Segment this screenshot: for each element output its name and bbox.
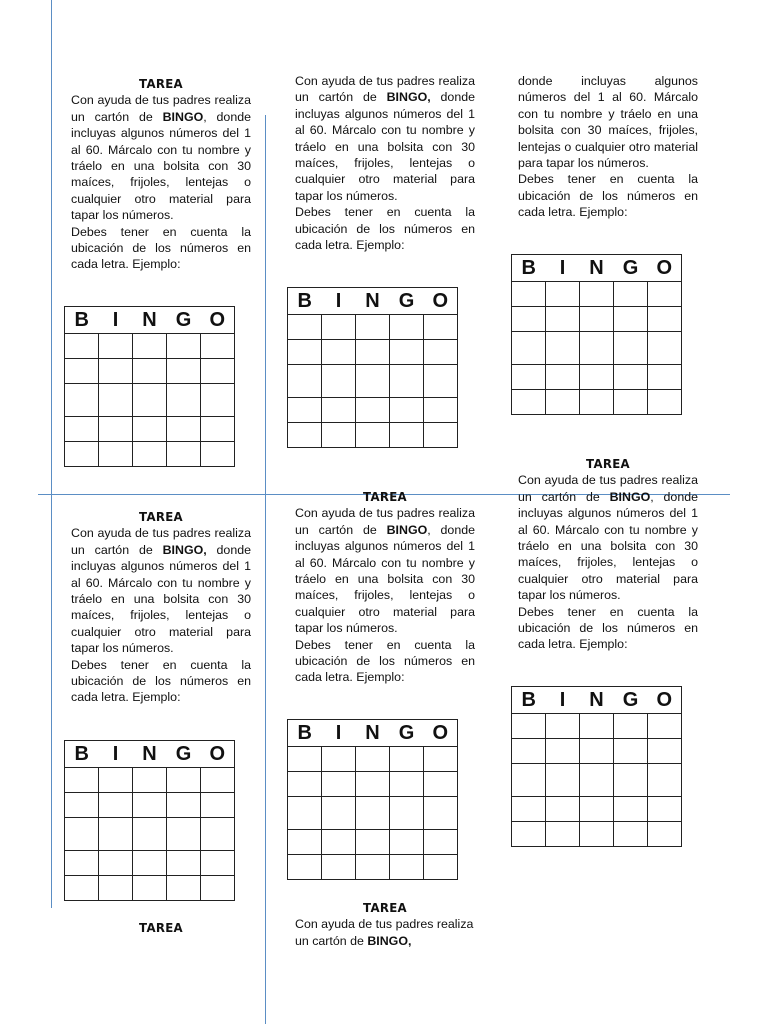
task-block-1 [71,76,251,273]
task-title: TAREA [363,900,407,915]
bingo-letter: G [167,307,201,334]
bingo-card [511,686,682,847]
bingo-card [287,287,458,448]
bingo-letter: I [99,741,133,768]
task-instruction: Debes tener en cuenta la ubicación de los números en cada letra. Ejemplo: [71,224,251,272]
task-block-3 [518,73,698,221]
task-instruction: Debes tener en cuenta la ubicación de los números en cada letra. Ejemplo: [518,172,698,220]
bingo-letter: O [201,741,235,768]
bingo-letter: I [546,255,580,282]
task-title: TAREA [139,509,183,524]
bingo-letter: B [288,288,322,315]
bingo-card [64,306,235,467]
cut-line-vertical-left [51,0,52,908]
bingo-letter: I [546,687,580,714]
task-paragraph: Con ayuda de tus padres realiza un cartón de BINGO, donde incluyas algunos números del 1 al 60. Márcalo con tu nombre y tráelo en una bolsita con 30 maíces, frijoles, lentejas o cualquier otro material para tapar los números. [518,473,698,603]
cut-line-vertical-mid [265,115,266,1024]
bingo-letter: B [65,307,99,334]
task-instruction: Debes tener en cuenta la ubicación de los números en cada letra. Ejemplo: [295,205,475,253]
bingo-letter: B [512,687,546,714]
bingo-letter: N [580,255,614,282]
task-paragraph: Con ayuda de tus padres realiza un cartón de BINGO, donde incluyas algunos números del 1 al 60. Márcalo con tu nombre y tráelo en una bolsita con 30 maíces, frijoles, lentejas o cualquier otro material para tapar los números. [295,74,475,203]
task-instruction: Debes tener en cuenta la ubicación de los números en cada letra. Ejemplo: [295,637,475,685]
bingo-card [287,719,458,880]
bingo-letter: G [390,720,424,747]
bingo-card [511,254,682,415]
task-block-4 [518,456,698,653]
bingo-letter: I [99,307,133,334]
task-title: TAREA [586,456,630,471]
bingo-letter: B [512,255,546,282]
task-block-5 [71,509,251,706]
task-block-6 [295,489,475,686]
task-paragraph: Con ayuda de tus padres realiza un cartón de BINGO, donde incluyas algunos números del 1 al 60. Márcalo con tu nombre y tráelo en una bolsita con 30 maíces, frijoles, lentejas o cualquier otro material para tapar los números. [71,93,251,223]
bingo-letter: I [322,720,356,747]
bingo-letter: G [390,288,424,315]
bingo-letter: O [648,255,682,282]
bingo-letter: N [133,307,167,334]
task-paragraph: donde incluyas algunos números del 1 al 60. Márcalo con tu nombre y tráelo en una bolsita con 30 maíces, frijoles, lentejas o cualquier otro material para tapar los números. [518,74,698,171]
bingo-letter: N [580,687,614,714]
bingo-card [64,740,235,901]
task-block-8 [295,900,475,949]
task-block-2 [295,73,475,253]
task-title: TAREA [363,489,407,504]
bingo-letter: G [614,255,648,282]
bingo-letter: B [65,741,99,768]
bingo-letter: B [288,720,322,747]
bingo-letter: O [648,687,682,714]
bingo-letter: N [133,741,167,768]
task-instruction: Debes tener en cuenta la ubicación de los números en cada letra. Ejemplo: [71,657,251,705]
task-instruction: Debes tener en cuenta la ubicación de los números en cada letra. Ejemplo: [518,604,698,652]
task-paragraph: Con ayuda de tus padres realiza un cartón de BINGO, [295,917,474,948]
task-block-7 [71,920,251,936]
task-title: TAREA [139,76,183,91]
task-title: TAREA [139,920,183,935]
task-paragraph: Con ayuda de tus padres realiza un cartón de BINGO, donde incluyas algunos números del 1 al 60. Márcalo con tu nombre y tráelo en una bolsita con 30 maíces, frijoles, lentejas o cualquier otro material para tapar los números. [71,526,251,656]
bingo-letter: G [614,687,648,714]
bingo-letter: O [424,288,458,315]
task-paragraph: Con ayuda de tus padres realiza un cartón de BINGO, donde incluyas algunos números del 1 al 60. Márcalo con tu nombre y tráelo en una bolsita con 30 maíces, frijoles, lentejas o cualquier otro material para tapar los números. [295,506,475,636]
bingo-letter: O [201,307,235,334]
bingo-letter: O [424,720,458,747]
bingo-letter: G [167,741,201,768]
bingo-letter: N [356,288,390,315]
bingo-letter: N [356,720,390,747]
bingo-letter: I [322,288,356,315]
